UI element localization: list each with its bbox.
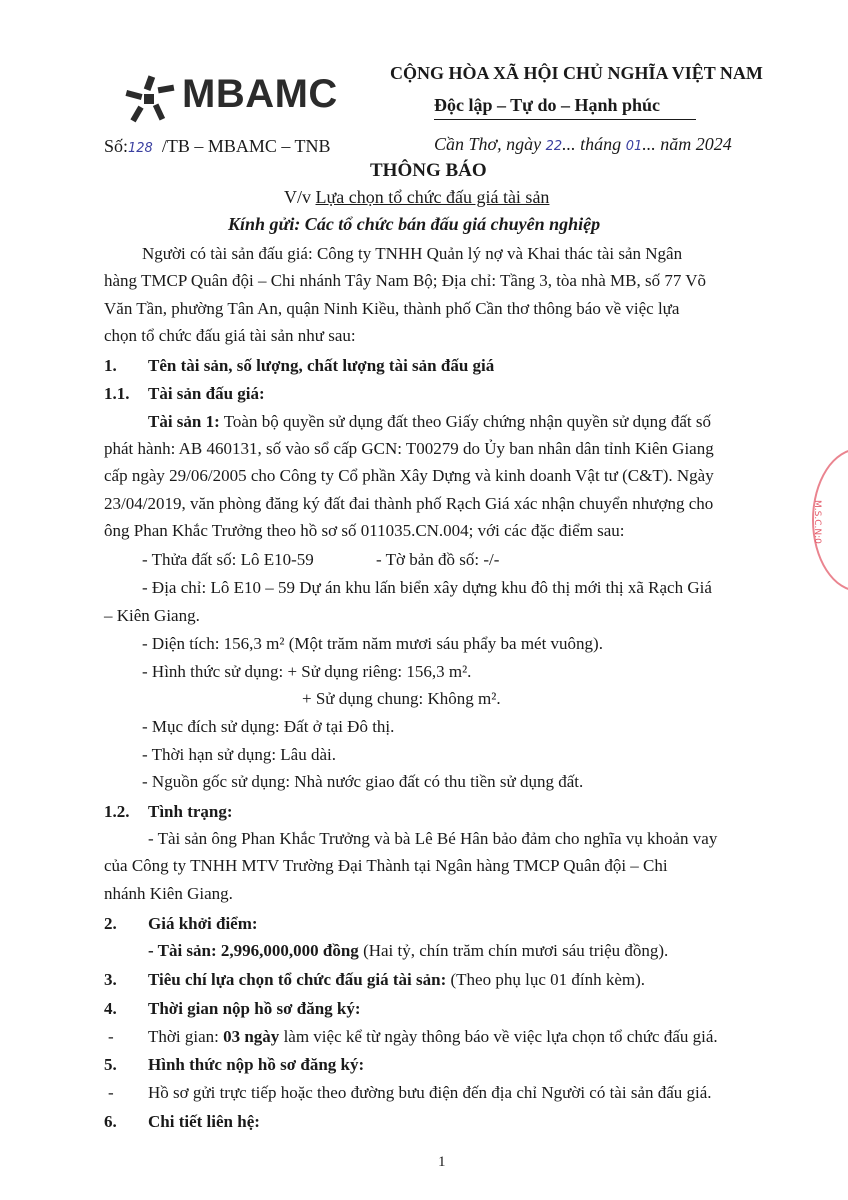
asset-text-1: Toàn bộ quyền sử dụng đất theo Giấy chứng nhận quyền sử dụng đất số xyxy=(219,412,712,431)
section-4-heading: Thời gian nộp hồ sơ đăng ký: xyxy=(148,999,361,1018)
seal-text: M.S.C.N:0 xyxy=(812,500,822,544)
addressee: Kính gửi: Các tổ chức bán đấu giá chuyên nghiệp xyxy=(228,214,601,234)
intro-line-2: hàng TMCP Quân đội – Chi nhánh Tây Nam Bộ; Địa chỉ: Tầng 3, tòa nhà MB, số 77 Võ xyxy=(104,271,707,290)
page-number: 1 xyxy=(438,1154,446,1170)
section-1-number: 1. xyxy=(104,356,117,375)
asset-description-line-2: phát hành: AB 460131, số vào sổ cấp GCN: T00279 do Ủy ban nhân dân tỉnh Kiên Giang xyxy=(104,439,714,458)
section-5-dash: - xyxy=(108,1083,114,1102)
section-3-note: (Theo phụ lục 01 đính kèm). xyxy=(446,970,646,989)
section-1-2-number: 1.2. xyxy=(104,802,130,821)
asset-description-line-3: cấp ngày 29/06/2005 cho Công ty Cổ phần Xây Dựng và kinh doanh Vật tư (C&T). Ngày xyxy=(104,466,714,485)
map-sheet-number: - Tờ bản đồ số: -/- xyxy=(376,550,500,569)
day-handwritten: 22 xyxy=(545,139,563,154)
intro-line-3: Văn Tần, phường Tân An, quận Ninh Kiều, thành phố Cần thơ thông báo về việc lựa xyxy=(104,299,680,318)
section-4-number: 4. xyxy=(104,999,117,1018)
section-3-heading: Tiêu chí lựa chọn tổ chức đấu giá tài sản: xyxy=(148,970,447,989)
month-label: ... tháng xyxy=(562,134,622,154)
submission-days: 03 ngày xyxy=(223,1027,280,1046)
status-line-1: - Tài sản ông Phan Khắc Trưởng và bà Lê Bé Hân bảo đảm cho nghĩa vụ khoản vay xyxy=(148,829,718,848)
submission-time xyxy=(148,1027,718,1047)
asset-label: Tài sản 1: xyxy=(148,412,220,431)
section-6-number: 6. xyxy=(104,1112,117,1131)
submission-time-post: làm việc kể từ ngày thông báo về việc lựa chọn tổ chức đấu giá. xyxy=(279,1027,718,1046)
doc-number-suffix: /TB – MBAMC – TNB xyxy=(161,136,331,156)
doc-title: THÔNG BÁO xyxy=(370,160,487,181)
asset-description-line-5: ông Phan Khắc Trưởng theo hồ sơ số 011035.CN.004; với các đặc điểm sau: xyxy=(104,521,625,540)
section-1-heading: Tên tài sản, số lượng, chất lượng tài sản đấu giá xyxy=(148,356,495,375)
parcel-number: - Thửa đất số: Lô E10-59 xyxy=(142,550,314,569)
use-form-shared: + Sử dụng chung: Không m². xyxy=(302,689,501,708)
month-handwritten: 01 xyxy=(625,139,643,154)
use-form-private: - Hình thức sử dụng: + Sử dụng riêng: 156,3 m². xyxy=(142,662,472,681)
use-origin: - Nguồn gốc sử dụng: Nhà nước giao đất có thu tiền sử dụng đất. xyxy=(142,772,584,791)
starting-price-words: (Hai tỷ, chín trăm chín mươi sáu triệu đồng). xyxy=(358,941,669,960)
section-3-number: 3. xyxy=(104,970,117,989)
doc-number-prefix: Số: xyxy=(104,136,129,156)
starting-price-amount: - Tài sản: 2,996,000,000 đồng xyxy=(148,941,359,960)
asset-area: - Diện tích: 156,3 m² (Một trăm năm mươi sáu phẩy ba mét vuông). xyxy=(142,634,603,653)
section-1-2-heading: Tình trạng: xyxy=(148,802,233,821)
starting-price xyxy=(148,941,668,961)
section-2-heading: Giá khởi điểm: xyxy=(148,914,258,933)
doc-number-handwritten: 128 xyxy=(128,141,153,156)
section-6-heading: Chi tiết liên hệ: xyxy=(148,1112,260,1131)
section-5-number: 5. xyxy=(104,1055,117,1074)
section-2-number: 2. xyxy=(104,914,117,933)
asset-description-line-1 xyxy=(148,412,711,432)
year-label: ... năm 2024 xyxy=(642,134,732,154)
status-line-3: nhánh Kiên Giang. xyxy=(104,884,233,903)
submission-method: Hồ sơ gửi trực tiếp hoặc theo đường bưu điện đến địa chỉ Người có tài sản đấu giá. xyxy=(148,1083,712,1102)
use-duration: - Thời hạn sử dụng: Lâu dài. xyxy=(142,745,336,764)
section-1-1-heading: Tài sản đấu giá: xyxy=(148,384,265,403)
status-line-2: của Công ty TNHH MTV Trường Đại Thành tại Ngân hàng TMCP Quân đội – Chi xyxy=(104,856,668,875)
use-purpose: - Mục đích sử dụng: Đất ở tại Đô thị. xyxy=(142,717,395,736)
subject-prefix: V/v xyxy=(284,187,316,207)
asset-description-line-4: 23/04/2019, văn phòng đăng ký đất đai thành phố Rạch Giá xác nhận chuyển nhượng cho xyxy=(104,494,714,513)
section-1-1-number: 1.1. xyxy=(104,384,130,403)
logo-text: MBAMC xyxy=(182,72,338,116)
section-3-line xyxy=(148,970,645,990)
place-date-prefix: Cần Thơ, ngày xyxy=(434,134,542,154)
submission-time-pre: Thời gian: xyxy=(148,1027,224,1046)
nation-title: CỘNG HÒA XÃ HỘI CHỦ NGHĨA VIỆT NAM xyxy=(390,63,763,83)
asset-address-line-1: - Địa chỉ: Lô E10 – 59 Dự án khu lấn biển xây dựng khu đô thị mới thị xã Rạch Giá xyxy=(142,578,712,597)
motto-text: Độc lập – Tự do – Hạnh phúc xyxy=(434,95,661,115)
section-4-dash: - xyxy=(108,1027,114,1046)
intro-line-4: chọn tổ chức đấu giá tài sản như sau: xyxy=(104,326,356,345)
asset-address-line-2: – Kiên Giang. xyxy=(104,606,200,625)
subject-text: Lựa chọn tổ chức đấu giá tài sản xyxy=(315,187,550,207)
section-5-heading: Hình thức nộp hồ sơ đăng ký: xyxy=(148,1055,365,1074)
intro-line-1: Người có tài sản đấu giá: Công ty TNHH Quản lý nợ và Khai thác tài sản Ngân xyxy=(142,244,683,263)
